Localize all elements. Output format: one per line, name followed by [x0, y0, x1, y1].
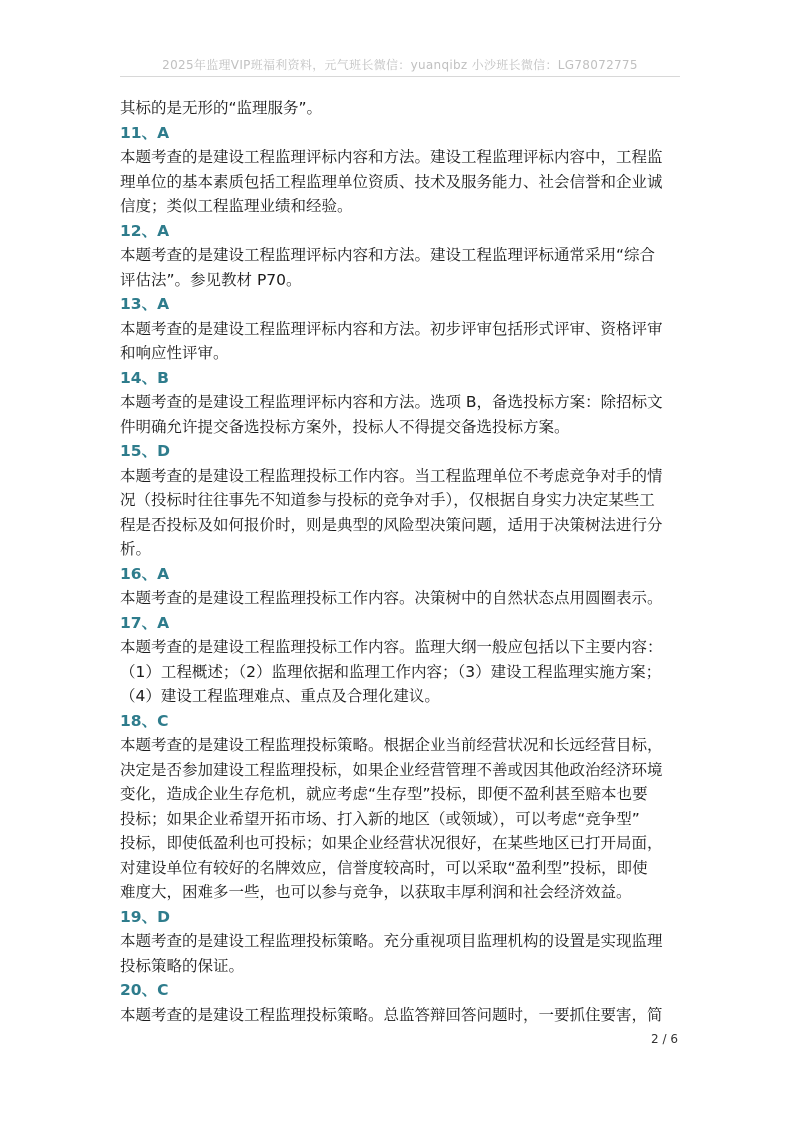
- text-line: （4）建设工程监理难点、重点及合理化建议。: [120, 687, 440, 705]
- text-line: 投标策略的保证。: [120, 956, 245, 975]
- text-line: 析。: [120, 540, 152, 558]
- answer-label: 11、A: [120, 123, 170, 142]
- text-line: 决定是否参加建设工程监理投标，如果企业经营管理不善或因其他政治经济环境: [120, 760, 663, 779]
- text-line: 信度；类似工程监理业绩和经验。: [120, 197, 353, 215]
- text-line: 本题考查的是建设工程监理评标内容和方法。建设工程监理评标内容中，工程监: [120, 148, 663, 166]
- text-line: 评估法”。参见教材 P70。: [120, 270, 302, 289]
- text-line: 难度大，困难多一些，也可以参与竞争，以获取丰厚利润和社会经济效益。: [120, 883, 632, 901]
- answer-label: 13、A: [120, 295, 170, 313]
- text-line: 本题考查的是建设工程监理评标内容和方法。选项 B，备选投标方案：除招标文: [120, 393, 663, 411]
- explanation-paragraph: [120, 317, 680, 366]
- text-line: 程是否投标及如何报价时，则是典型的风险型决策问题，适用于决策树法进行分: [120, 515, 663, 534]
- answer-label: 15、D: [120, 442, 170, 460]
- explanation-paragraph: [120, 145, 680, 219]
- text-line: 本题考查的是建设工程监理投标策略。总监答辩回答问题时，一要抓住要害，简: [120, 1005, 663, 1024]
- page-number: 2 / 6: [651, 1032, 678, 1046]
- document-body: [120, 96, 680, 1027]
- explanation-paragraph: [120, 96, 680, 121]
- explanation-paragraph: [120, 586, 680, 611]
- explanation-paragraph: [120, 635, 680, 709]
- text-line: 理单位的基本素质包括工程监理单位资质、技术及服务能力、社会信誉和企业诚: [120, 172, 663, 191]
- answer-label: 18、C: [120, 711, 169, 730]
- text-line: （1）工程概述；（2）监理依据和监理工作内容；（3）建设工程监理实施方案；: [120, 662, 662, 681]
- text-line: 本题考查的是建设工程监理投标策略。根据企业当前经营状况和长远经营目标，: [120, 736, 663, 754]
- answer-label: 19、D: [120, 907, 170, 926]
- text-line: 件明确允许提交备选投标方案外，投标人不得提交备选投标方案。: [120, 417, 570, 436]
- answer-label: 16、A: [120, 564, 170, 583]
- answer-label: 17、A: [120, 613, 170, 632]
- text-line: 其标的是无形的“监理服务”。: [120, 99, 323, 117]
- explanation-paragraph: [120, 464, 680, 562]
- text-line: 对建设单位有较好的名牌效应，信誉度较高时，可以采取“盈利型”投标，即使: [120, 858, 648, 877]
- text-line: 本题考查的是建设工程监理投标工作内容。当工程监理单位不考虑竞争对手的情: [120, 466, 663, 485]
- text-line: 本题考查的是建设工程监理投标工作内容。监理大纲一般应包括以下主要内容：: [120, 638, 663, 656]
- explanation-paragraph: [120, 733, 680, 905]
- text-line: 本题考查的是建设工程监理评标内容和方法。初步评审包括形式评审、资格评审: [120, 319, 663, 338]
- explanation-paragraph: [120, 1003, 680, 1028]
- answer-label: 12、A: [120, 221, 170, 240]
- text-line: 本题考查的是建设工程监理投标策略。充分重视项目监理机构的设置是实现监理: [120, 932, 663, 950]
- explanation-paragraph: [120, 929, 680, 978]
- explanation-paragraph: [120, 243, 680, 292]
- text-line: 本题考查的是建设工程监理投标工作内容。决策树中的自然状态点用圆圈表示。: [120, 589, 663, 607]
- text-line: 本题考查的是建设工程监理评标内容和方法。建设工程监理评标通常采用“综合: [120, 246, 656, 264]
- explanation-paragraph: [120, 390, 680, 439]
- page-header-watermark: 2025年监理VIP班福利资料，元气班长微信：yuanqibz 小沙班长微信：LG78072775: [162, 58, 638, 72]
- text-line: 变化，造成企业生存危机，就应考虑“生存型”投标，即便不盈利甚至赔本也要: [120, 785, 648, 803]
- answer-label: 20、C: [120, 981, 169, 999]
- answer-label: 14、B: [120, 368, 169, 387]
- text-line: 投标，即使低盈利也可投标；如果企业经营状况很好，在某些地区已打开局面，: [120, 834, 663, 852]
- text-line: 投标；如果企业希望开拓市场、打入新的地区（或领域），可以考虑“竞争型”: [120, 809, 640, 828]
- header-divider: [120, 76, 680, 77]
- text-line: 况（投标时往往事先不知道参与投标的竞争对手），仅根据自身实力决定某些工: [120, 491, 655, 509]
- text-line: 和响应性评审。: [120, 344, 229, 362]
